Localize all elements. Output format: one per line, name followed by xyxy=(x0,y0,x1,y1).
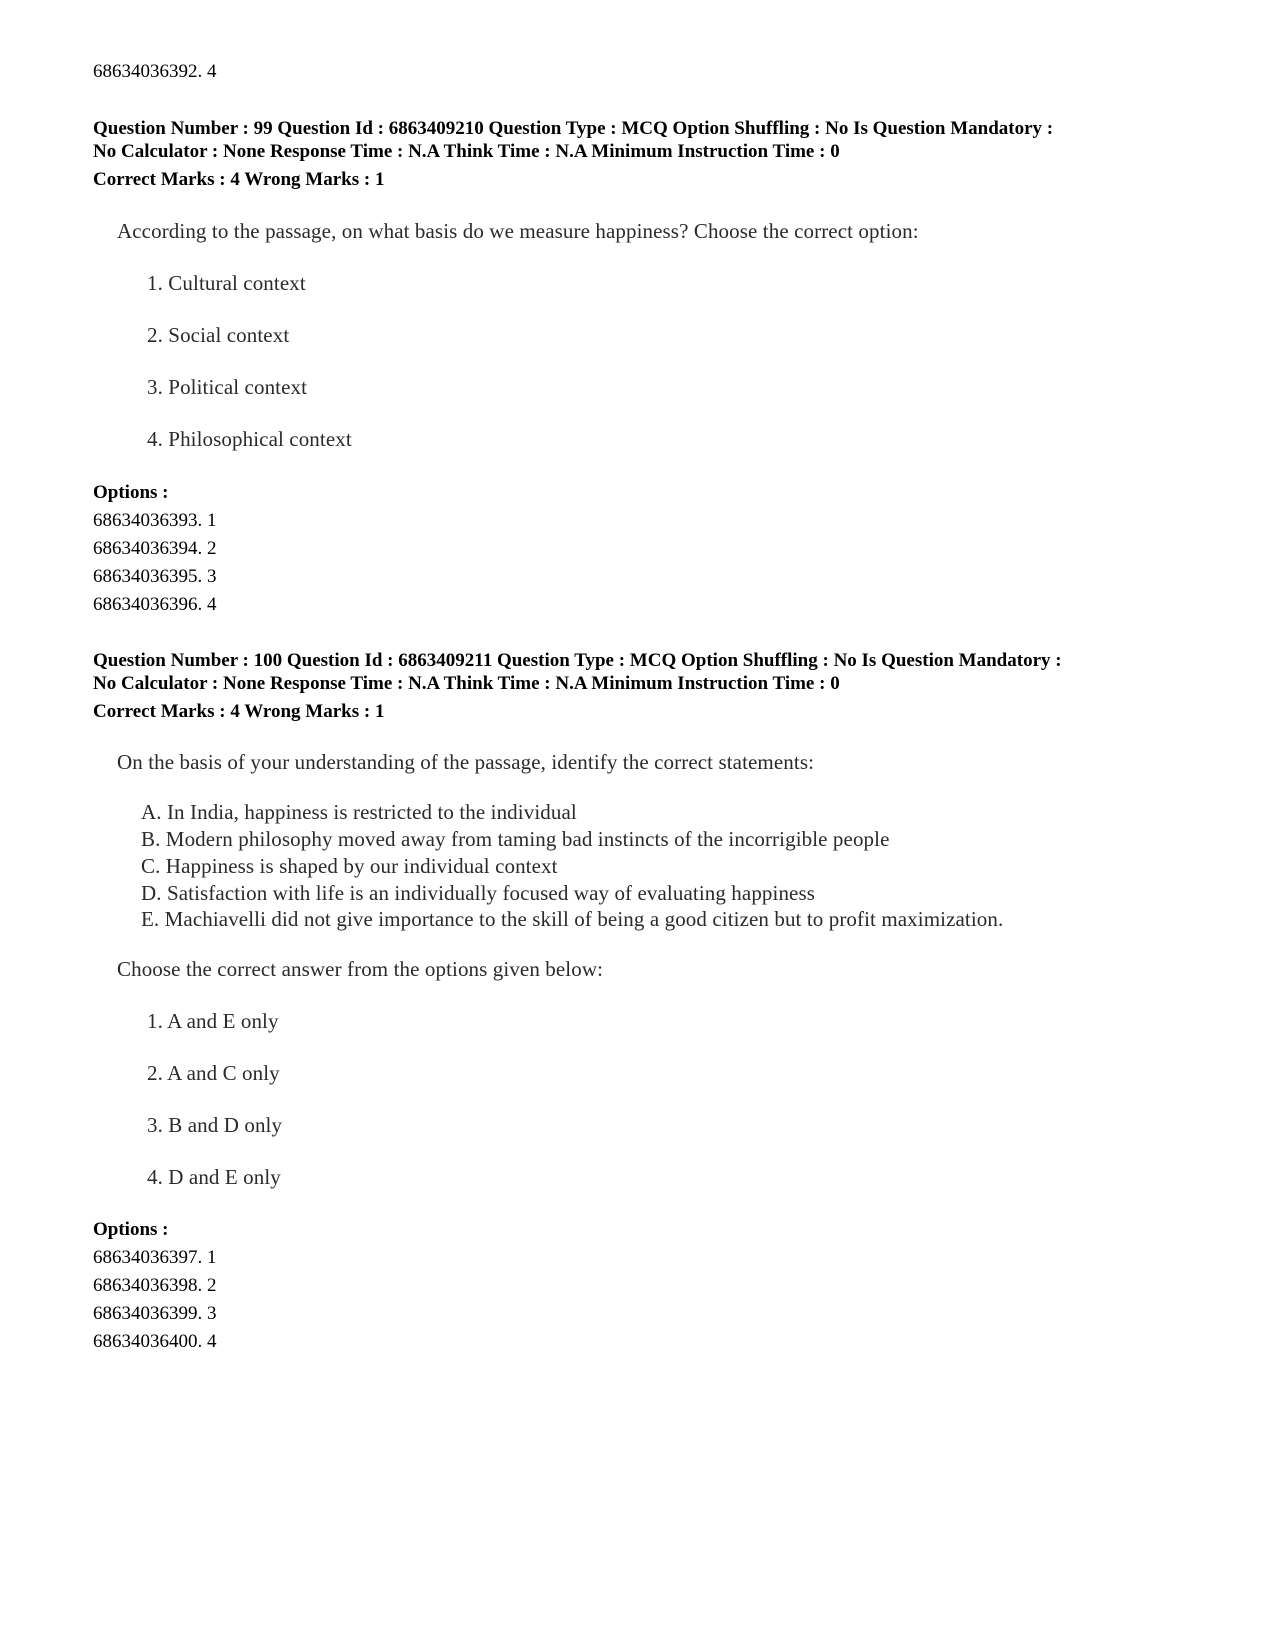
question-100-statement-d: D. Satisfaction with life is an individually focused way of evaluating happiness xyxy=(141,881,816,905)
question-100-choice-2: 2. A and C only xyxy=(147,1061,280,1085)
question-99-option-2: 68634036394. 2 xyxy=(93,538,217,559)
question-99-choice-2: 2. Social context xyxy=(147,323,290,347)
question-99-option-1: 68634036393. 1 xyxy=(93,510,217,531)
question-99-options-label: Options : xyxy=(93,482,169,503)
question-100-statement-e: E. Machiavelli did not give importance to the skill of being a good citizen but to profit maximization. xyxy=(141,907,1004,931)
question-99-choice-4: 4. Philosophical context xyxy=(147,427,352,451)
question-99-option-3: 68634036395. 3 xyxy=(93,566,217,587)
question-99-meta-line-2: No Calculator : None Response Time : N.A Think Time : N.A Minimum Instruction Time : 0 xyxy=(93,141,840,162)
question-100-statement-a: A. In India, happiness is restricted to the individual xyxy=(141,800,577,824)
question-99-marks: Correct Marks : 4 Wrong Marks : 1 xyxy=(93,169,385,190)
question-100-marks: Correct Marks : 4 Wrong Marks : 1 xyxy=(93,701,385,722)
question-100-instruction: Choose the correct answer from the options given below: xyxy=(117,957,604,981)
question-100-meta-line-2: No Calculator : None Response Time : N.A Think Time : N.A Minimum Instruction Time : 0 xyxy=(93,673,840,694)
question-99-choice-1: 1. Cultural context xyxy=(147,271,306,295)
question-100-statement-c: C. Happiness is shaped by our individual context xyxy=(141,854,558,878)
question-100-meta-line-1: Question Number : 100 Question Id : 6863409211 Question Type : MCQ Option Shuffling : No Is Question Mandatory : xyxy=(93,650,1062,671)
question-100-statement-b: B. Modern philosophy moved away from taming bad instincts of the incorrigible people xyxy=(141,827,890,851)
question-99-choice-3: 3. Political context xyxy=(147,375,308,399)
question-99-stem: According to the passage, on what basis do we measure happiness? Choose the correct option: xyxy=(117,219,919,243)
question-100-option-2: 68634036398. 2 xyxy=(93,1275,217,1296)
question-100-choice-4: 4. D and E only xyxy=(147,1165,281,1189)
question-100-options-label: Options : xyxy=(93,1219,169,1240)
question-100-choice-1: 1. A and E only xyxy=(147,1009,279,1033)
question-100-stem: On the basis of your understanding of the passage, identify the correct statements: xyxy=(117,750,815,774)
question-100-choice-3: 3. B and D only xyxy=(147,1113,283,1137)
question-99-meta-line-1: Question Number : 99 Question Id : 6863409210 Question Type : MCQ Option Shuffling : No Is Question Mandatory : xyxy=(93,118,1054,139)
question-99-option-4: 68634036396. 4 xyxy=(93,594,217,615)
previous-option-line: 68634036392. 4 xyxy=(93,61,217,82)
question-100-option-1: 68634036397. 1 xyxy=(93,1247,217,1268)
question-100-option-4: 68634036400. 4 xyxy=(93,1331,217,1352)
question-100-option-3: 68634036399. 3 xyxy=(93,1303,217,1324)
